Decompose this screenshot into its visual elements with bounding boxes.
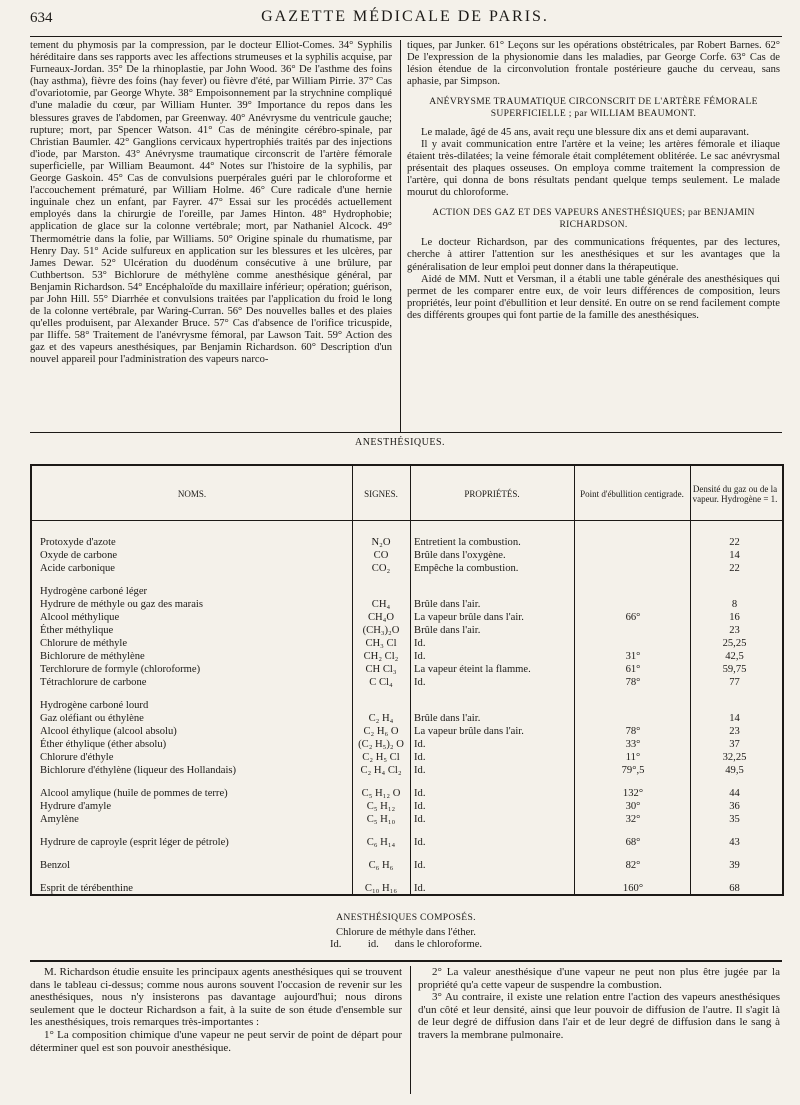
cell-name: Benzol	[40, 860, 71, 871]
cell-sign: C₁₀ H₁₆	[364, 883, 398, 894]
section1-paragraph-2: Il y avait communication entre l'artère et la veine; les artères fémorale et iliaque étaient très-dilatées; la veine fémorale était complétement oblitérée. Le sac anévrysmal présentait des plaques osseuses. On employa comme traitement la compression de l'artère, qui donna de bons résultats pendant quelque temps seulement. Le malade mourut du chloroforme.	[407, 138, 780, 199]
bottom-rule	[30, 960, 782, 962]
cell-sign: C₆ H₆	[368, 860, 394, 871]
cell-density: 36	[729, 801, 740, 812]
cell-sign: C₂ H₄	[368, 713, 394, 724]
cell-property: Id.	[414, 765, 426, 776]
cell-sign: CO₂	[371, 563, 391, 574]
cell-property: Empêche la combustion.	[414, 563, 519, 574]
cell-name: Protoxyde d'azote	[40, 537, 116, 548]
cell-density: 23	[729, 726, 740, 737]
cell-sign: CH₄	[371, 599, 391, 610]
cell-density: 8	[731, 599, 738, 610]
cell-sign: CO	[373, 550, 389, 561]
table-row	[32, 598, 782, 611]
header-signes: SIGNES.	[364, 489, 398, 499]
header-densite: Densité du gaz ou de la vapeur. Hydrogène = 1.	[692, 484, 778, 504]
bottom-left-paragraph-1: M. Richardson étudie ensuite les principaux agents anesthésiques qui se trouvent dans le tableau ci-dessus; comme nous aurons souvent l'occasion de revenir sur les anesthésiques, nous n'y insisterons pas davantage aujourd'hui; nous dirons seulement que le docteur Richardson a fait, à la suite de son étude d'ensemble sur les anesthésiques, trois remarques très-importantes :	[30, 966, 402, 1029]
cell-sign: (CH₃)₂O	[362, 625, 400, 636]
header-proprietes: PROPRIÉTÉS.	[464, 489, 520, 499]
cell-density: 68	[729, 883, 740, 894]
bottom-right-column	[418, 966, 780, 1042]
cell-boiling-point: 82°	[625, 860, 641, 871]
right-column	[407, 40, 780, 432]
compound-anesthetics	[30, 912, 782, 951]
cell-name: Hydrure de caproyle (esprit léger de pétrole)	[40, 837, 229, 848]
page-number: 634	[30, 10, 53, 26]
table-row	[32, 585, 782, 598]
cell-sign: C₂ H₅ Cl	[362, 752, 400, 763]
cell-property: Id.	[414, 788, 426, 799]
table-row	[32, 712, 782, 725]
cell-density: 37	[729, 739, 740, 750]
compound-title: ANESTHÉSIQUES COMPOSÉS.	[336, 912, 476, 923]
cell-density: 49,5	[725, 765, 744, 776]
cell-property: Brûle dans l'oxygène.	[414, 550, 506, 561]
cell-name: Chlorure d'éthyle	[40, 752, 114, 763]
cell-density: 42,5	[725, 651, 744, 662]
cell-name: Alcool éthylique (alcool absolu)	[40, 726, 177, 737]
cell-density: 22	[729, 537, 740, 548]
table-row	[32, 751, 782, 764]
cell-name: Bichlorure d'éthylène (liqueur des Hollandais)	[40, 765, 237, 776]
table-row	[32, 562, 782, 575]
cell-density: 14	[729, 550, 740, 561]
table-row	[32, 624, 782, 637]
table-top-rule	[30, 432, 782, 433]
table-row	[32, 764, 782, 777]
cell-property: Brûle dans l'air.	[414, 713, 481, 724]
page-header	[30, 8, 780, 32]
cell-density: 23	[729, 625, 740, 636]
table-row	[32, 813, 782, 826]
cell-name: Chlorure de méthyle	[40, 638, 128, 649]
header-noms: NOMS.	[177, 489, 207, 499]
cell-boiling-point: 11°	[625, 752, 641, 763]
cell-property: Id.	[414, 739, 426, 750]
cell-sign: C₂ H₄ Cl₂	[360, 765, 402, 776]
cell-density: 16	[729, 612, 740, 623]
cell-property: Brûle dans l'air.	[414, 599, 481, 610]
cell-name: Tétrachlorure de carbone	[40, 677, 147, 688]
left-column-text: tement du phymosis par la compression, par le docteur Elliot-Comes. 34° Syphilis héréditaire dans ses rapports avec les affections strumeuses et la syphilis acquise, par Furneaux-Jordan. 35° De la rhinoplastie, par John Wood. 36° De l'asthme des foins (hay asthma), fièvre des foins (hay fever) ou fièvre d'été, par William Pirrie. 37° Cas d'ovariotomie, par George Whyte. 38° Empoisonnement par la strychnine compliqué d'une maladie du cœur, par William Hunter. 39° Importance du repos dans les blessures graves de l'abdomen, par Greenway. 40° Anévrysme du ventricule gauche; rupture; mort, par Spencer Watson. 41° Cas de méningite cérébro-spinale, par Christian Baumler. 42° Ganglions cervicaux hypertrophiés traités par des injections d'iode, par Marston. 43° Anévrysme traumatique circonscrit de l'artère fémorale superficielle, par William Beaumont. 44° Notes sur l'histoire de la syphilis, par George Gaskoin. 45° Cas de convulsions puerpérales guéri par le chloroforme et l'accouchement prématuré, par William Holme. 46° Cure radicale d'une hernie inguinale chez un enfant, par Fayrer. 47° Essai sur les procédés actuellement employés dans la chirurgie de l'oreille, par James Hinton. 48° Hydrophobie; application de glace sur la colonne vertébrale; mort, par Nathaniel Alcock. 49° Thermométrie dans la folie, par Williams. 50° Origine spinale du rhumatisme, par Henry Day. 51° Acide sulfureux en application sur les blessures et les ulcères, par James Dewar. 52° Ulcération du duodénum consécutive à une brûlure, par Cuthbertson. 53° Bichlorure de méthylène comme anesthésique général, par Benjamin Richardson. 54° Encéphaloïde du maxillaire inférieur; opération; guérison, par John Hill. 55° Diarrhée et convulsions traitées par l'application du froid le long de la colonne vertébrale, par Waring-Curran. 56° Des nouvelles balles et des plaies qu'elles produisent, par Alexander Bruce. 57° Cas d'absence de l'orifice tricuspide, par Iliffe. 58° Traitement de l'anévrysme fémoral, par Lawson Tait. 59° Action des gaz et des vapeurs anesthésiques, par Benjamin Richardson. 60° Description d'un nouvel appareil pour l'administration des vapeurs narco-	[30, 40, 392, 366]
cell-property: Id.	[414, 651, 426, 662]
bottom-right-paragraph-2: 3° Au contraire, il existe une relation entre l'action des vapeurs anesthésiques d'un côté et leur densité, ainsi que leur pouvoir de diffusion de l'autre. Il s'agit là de leur degré de diffusion dans l'air et de leur degré de diffusion dans le sang à travers la membrane pulmonaire.	[418, 991, 780, 1041]
table-row	[32, 650, 782, 663]
cell-property: Id.	[414, 837, 426, 848]
cell-name: Éther éthylique (éther absolu)	[40, 739, 167, 750]
table-row	[32, 663, 782, 676]
table-row	[32, 725, 782, 738]
cell-property: La vapeur éteint la flamme.	[414, 664, 531, 675]
cell-density: 22	[729, 563, 740, 574]
header-point: Point d'ébullition centigrade.	[580, 489, 684, 499]
cell-property: La vapeur brûle dans l'air.	[414, 726, 524, 737]
cell-name: Bichlorure de méthylène	[40, 651, 145, 662]
compound-line-2: Id. id. dans le chloroforme.	[329, 939, 483, 950]
table-row	[32, 549, 782, 562]
cell-boiling-point: 78°	[625, 677, 641, 688]
cell-name: Hydrogène carboné lourd	[40, 700, 149, 711]
header-rule	[30, 36, 782, 37]
cell-sign: CH Cl₃	[365, 664, 397, 675]
table-row	[32, 738, 782, 751]
cell-property: Id.	[414, 752, 426, 763]
cell-density: 14	[729, 713, 740, 724]
section2-paragraph-2: Aidé de MM. Nutt et Versman, il a établi une table générale des anesthésiques qui permet de les comparer entre eux, de voir leurs différences de composition, leurs propriétés, leur point d'ébullition et leur densité. En outre on se rend facilement compte des différents groupes qui font partie de la famille des anesthésiques.	[407, 273, 780, 321]
cell-boiling-point: 66°	[625, 612, 641, 623]
compound-line-1: Chlorure de méthyle dans l'éther.	[336, 927, 476, 938]
cell-density: 59,75	[722, 664, 747, 675]
section2-paragraph-1: Le docteur Richardson, par des communications fréquentes, par des lectures, cherche à attirer l'attention sur les anesthésiques et sur les avantages que la généralisation de leur emploi peut donner dans la thérapeutique.	[407, 237, 780, 273]
cell-property: Id.	[414, 638, 426, 649]
cell-property: Id.	[414, 814, 426, 825]
cell-name: Oxyde de carbone	[40, 550, 118, 561]
cell-name: Hydrogène carboné léger	[40, 586, 148, 597]
left-column	[30, 40, 392, 432]
cell-property: Id.	[414, 801, 426, 812]
cell-density: 43	[729, 837, 740, 848]
cell-name: Esprit de térébenthine	[40, 883, 133, 894]
cell-boiling-point: 33°	[625, 739, 641, 750]
cell-name: Hydrure de méthyle ou gaz des marais	[40, 599, 203, 610]
cell-name: Amylène	[40, 814, 79, 825]
cell-property: Entretient la combustion.	[414, 537, 521, 548]
table-row	[32, 676, 782, 689]
table-row	[32, 611, 782, 624]
cell-boiling-point: 160°	[622, 883, 644, 894]
table-row	[32, 637, 782, 650]
table-row	[32, 882, 782, 895]
section-title-anesthetics: ACTION DES GAZ ET DES VAPEURS ANESTHÉSIQUES; par BENJAMIN RICHARDSON.	[432, 207, 755, 231]
cell-density: 39	[729, 860, 740, 871]
table-row	[32, 859, 782, 872]
right-intro: tiques, par Junker. 61° Leçons sur les opérations obstétricales, par Robert Barnes. 62° De l'expression de la physionomie dans les maladies, par George Corfe. 63° Cas de lésion étendue de la circonvolution frontale postérieure gauche du cerveau, sans aphasie, par Simpson.	[407, 40, 780, 88]
cell-sign: CH₂ Cl₂	[363, 651, 399, 662]
cell-name: Terchlorure de formyle (chloroforme)	[40, 664, 201, 675]
cell-density: 77	[729, 677, 740, 688]
cell-property: Id.	[414, 883, 426, 894]
cell-property: Id.	[414, 860, 426, 871]
cell-sign: C₂ H₆ O	[363, 726, 399, 737]
cell-property: La vapeur brûle dans l'air.	[414, 612, 524, 623]
cell-sign: C Cl₄	[369, 677, 393, 688]
anesthetics-table	[30, 464, 784, 896]
bottom-left-paragraph-2: 1° La composition chimique d'une vapeur ne peut servir de point de départ pour déterminer quel est son pouvoir anesthésique.	[30, 1028, 402, 1054]
cell-boiling-point: 30°	[625, 801, 641, 812]
table-title: ANESTHÉSIQUES.	[354, 437, 446, 448]
cell-density: 32,25	[722, 752, 747, 763]
cell-density: 44	[729, 788, 740, 799]
cell-property: Id.	[414, 677, 426, 688]
bottom-left-column	[30, 966, 402, 1054]
bottom-column-divider	[410, 966, 411, 1094]
table-row	[32, 787, 782, 800]
table-row	[32, 800, 782, 813]
cell-boiling-point: 78°	[625, 726, 641, 737]
column-divider	[400, 40, 401, 432]
cell-sign: CH₃ Cl	[365, 638, 397, 649]
cell-sign: C₅ H₁₀	[366, 814, 396, 825]
table-header	[32, 468, 782, 521]
cell-sign: N₂O	[371, 537, 391, 548]
cell-name: Acide carbonique	[40, 563, 116, 574]
cell-name: Hydrure d'amyle	[40, 801, 112, 812]
cell-boiling-point: 132°	[622, 788, 644, 799]
cell-boiling-point: 32°	[625, 814, 641, 825]
bottom-right-paragraph-1: 2° La valeur anesthésique d'une vapeur ne peut non plus être jugée par la propriété qu'a cette vapeur de suspendre la combustion.	[418, 966, 780, 991]
cell-sign: (C₂ H₅)₂ O	[358, 739, 404, 750]
cell-property: Brûle dans l'air.	[414, 625, 481, 636]
table-row	[32, 536, 782, 549]
section1-paragraph-1: Le malade, âgé de 45 ans, avait reçu une blessure dix ans et demi auparavant.	[421, 126, 749, 138]
cell-density: 35	[729, 814, 740, 825]
cell-boiling-point: 61°	[625, 664, 641, 675]
journal-title: GAZETTE MÉDICALE DE PARIS.	[261, 8, 549, 25]
cell-name: Alcool amylique (huile de pommes de terre)	[40, 788, 228, 799]
cell-boiling-point: 31°	[625, 651, 641, 662]
cell-boiling-point: 79°,5	[621, 765, 645, 776]
cell-name: Éther méthylique	[40, 625, 114, 636]
cell-name: Gaz oléfiant ou éthylène	[40, 713, 144, 724]
cell-boiling-point: 68°	[625, 837, 641, 848]
table-row	[32, 699, 782, 712]
cell-sign: CH₄O	[367, 612, 395, 623]
cell-name: Alcool méthylique	[40, 612, 120, 623]
section-title-aneurysm: ANÉVRYSME TRAUMATIQUE CIRCONSCRIT DE L'ARTÈRE FÉMORALE SUPERFICIELLE ; par WILLIAM BEAUMONT.	[429, 96, 758, 120]
cell-sign: C₅ H₁₂ O	[361, 788, 401, 799]
table-row	[32, 836, 782, 849]
cell-density: 25,25	[722, 638, 747, 649]
cell-sign: C₆ H₁₄	[366, 837, 396, 848]
cell-sign: C₅ H₁₂	[366, 801, 396, 812]
